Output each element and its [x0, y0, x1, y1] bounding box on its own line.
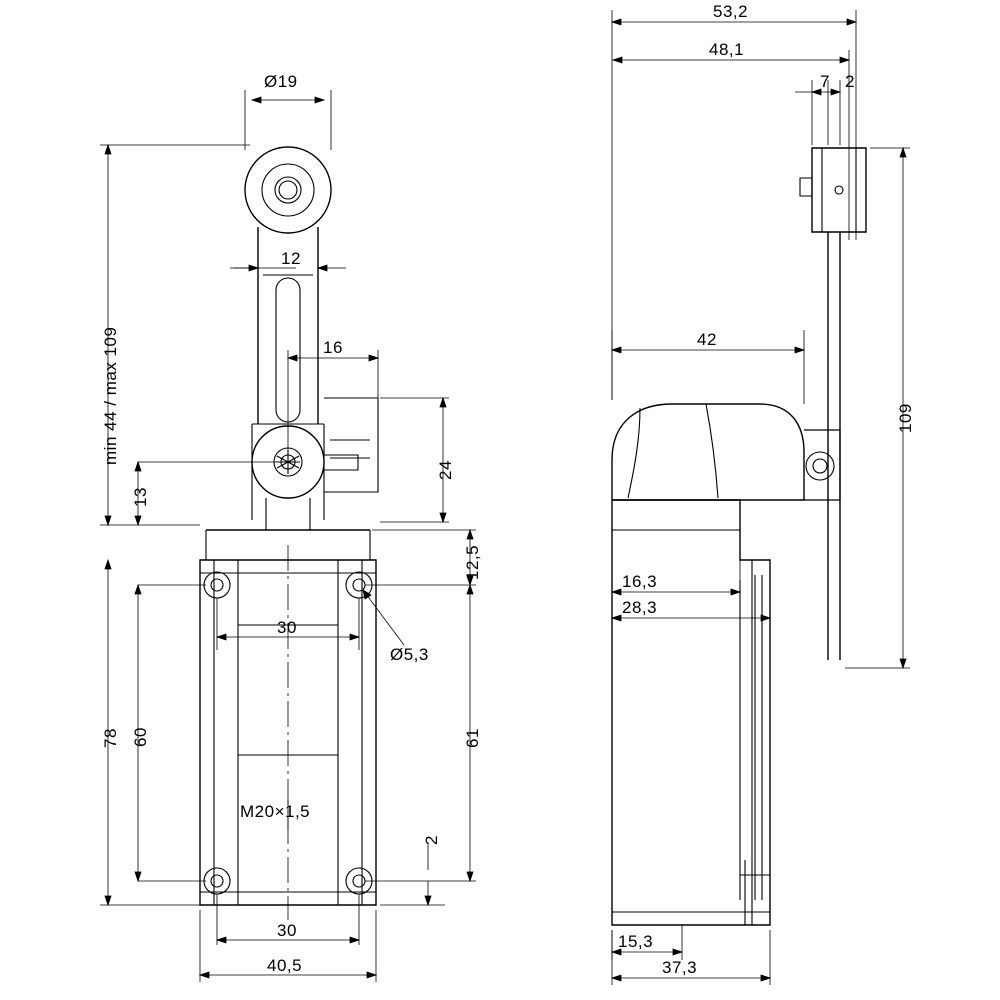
dim-thread: M20×1,5 — [240, 802, 311, 821]
dim-body-width: 40,5 — [267, 956, 303, 975]
dim-body-height-78: 78 — [101, 728, 120, 748]
dim-roller-diameter: Ø19 — [264, 72, 298, 91]
dim-lever-height-range: min 44 / max 109 — [101, 326, 120, 465]
dim-hole-diameter: Ø5,3 — [390, 645, 429, 664]
dim-hole-center-60: 60 — [131, 727, 150, 747]
side-roller — [812, 148, 866, 232]
dim-side-roller-2: 2 — [845, 72, 855, 91]
dim-side-step-16: 16,3 — [622, 572, 658, 591]
dim-bottom-flange: 2 — [422, 835, 441, 845]
dim-hole-spacing-top: 30 — [277, 618, 297, 637]
dim-head-height: 24 — [436, 460, 455, 480]
dim-side-width-48: 48,1 — [709, 40, 745, 59]
dim-lever-width: 12 — [281, 249, 301, 268]
dim-side-lever-42: 42 — [697, 330, 717, 349]
dim-side-depth-37: 37,3 — [662, 958, 698, 977]
side-body — [612, 500, 770, 925]
mounting-hole-tl — [204, 572, 230, 598]
dim-head-offset: 13 — [131, 487, 150, 507]
dim-hole-center-61: 61 — [463, 728, 482, 748]
mounting-hole-bl — [204, 868, 230, 894]
roller-mid — [262, 164, 314, 216]
dim-side-total-height: 109 — [896, 403, 915, 433]
dim-side-bottom-15: 15,3 — [618, 932, 654, 951]
roller-bore-inner — [279, 181, 297, 199]
dim-lever-offset: 16 — [323, 338, 343, 357]
side-head — [612, 404, 804, 500]
roller-outer — [245, 147, 331, 233]
dim-body-top: 12,5 — [463, 544, 482, 580]
dim-hole-spacing-bottom: 30 — [277, 921, 297, 940]
dim-side-step-28: 28,3 — [622, 598, 658, 617]
dim-side-total-width: 53,2 — [713, 2, 749, 21]
front-dimension-lines — [100, 90, 476, 982]
dim-side-roller-7: 7 — [820, 72, 830, 91]
